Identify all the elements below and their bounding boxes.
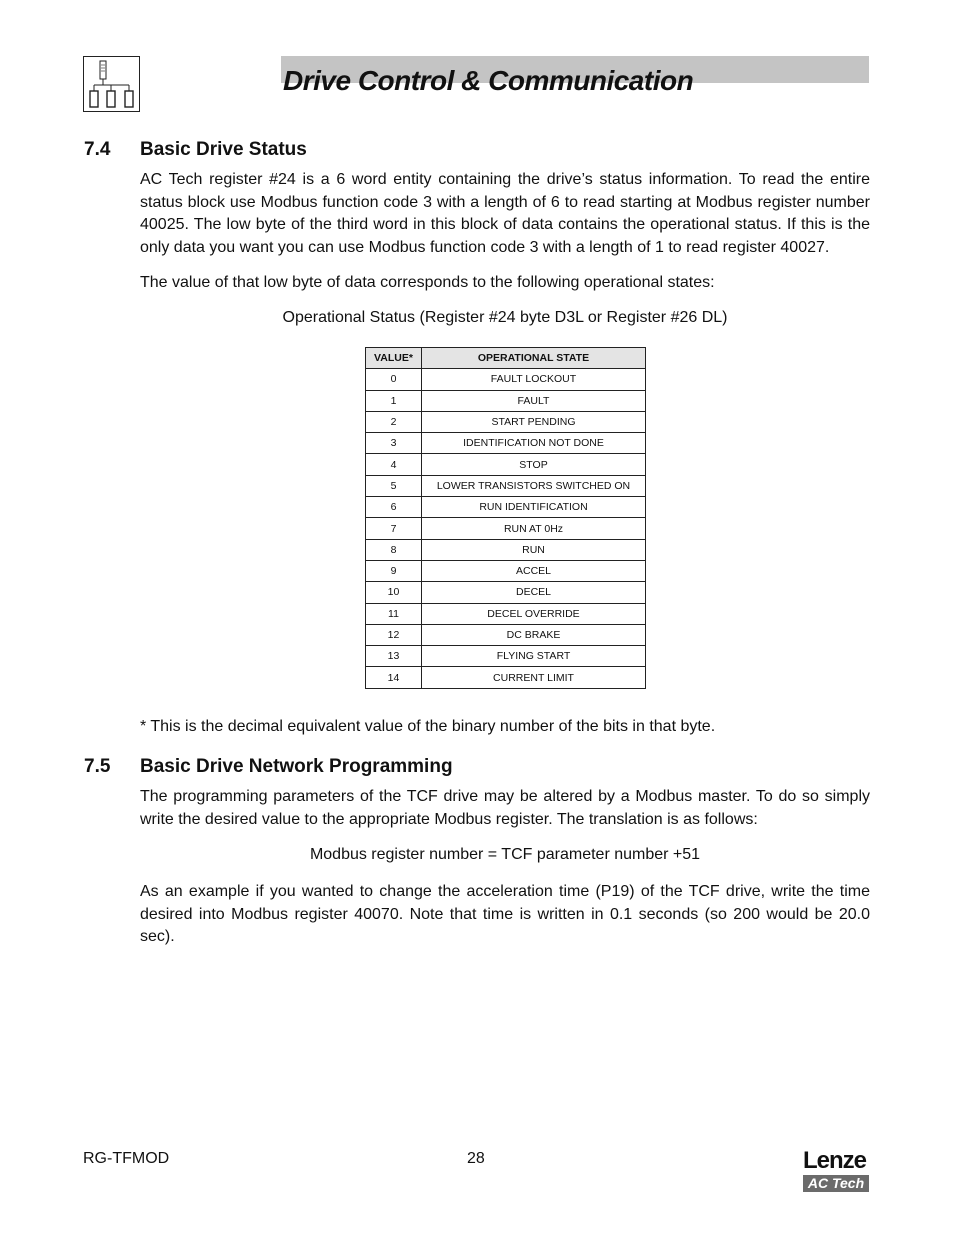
status-value-cell: 1 <box>366 390 422 411</box>
document-id: RG-TFMOD <box>83 1150 170 1167</box>
column-header-state: OPERATIONAL STATE <box>422 348 646 369</box>
table-row <box>366 539 646 560</box>
table-row <box>366 560 646 581</box>
status-value-cell: 10 <box>366 582 422 603</box>
status-value-cell: 9 <box>366 560 422 581</box>
status-state-cell: FLYING START <box>422 646 646 667</box>
table-caption: Operational Status (Register #24 byte D3L or Register #26 DL) <box>282 309 728 326</box>
status-value-cell: 13 <box>366 646 422 667</box>
section-7-4-number: 7.4 <box>84 139 111 160</box>
status-value-cell: 3 <box>366 433 422 454</box>
table-row <box>366 582 646 603</box>
status-state-cell: ACCEL <box>422 560 646 581</box>
status-value-cell: 4 <box>366 454 422 475</box>
status-state-cell: RUN AT 0Hz <box>422 518 646 539</box>
status-state-cell: START PENDING <box>422 411 646 432</box>
status-value-cell: 5 <box>366 475 422 496</box>
status-value-cell: 12 <box>366 624 422 645</box>
status-state-cell: LOWER TRANSISTORS SWITCHED ON <box>422 475 646 496</box>
column-header-value: VALUE* <box>366 348 422 369</box>
table-row <box>366 646 646 667</box>
status-state-cell: DC BRAKE <box>422 624 646 645</box>
table-row <box>366 411 646 432</box>
table-row <box>366 475 646 496</box>
table-row <box>366 518 646 539</box>
status-value-cell: 2 <box>366 411 422 432</box>
table-row <box>366 497 646 518</box>
table-row <box>366 369 646 390</box>
table-row <box>366 454 646 475</box>
status-state-cell: DECEL <box>422 582 646 603</box>
operational-status-table <box>365 347 646 689</box>
status-value-cell: 14 <box>366 667 422 688</box>
lenze-logo: Lenze <box>803 1147 867 1174</box>
status-state-cell: FAULT LOCKOUT <box>422 369 646 390</box>
section-7-5-paragraph-2: As an example if you wanted to change the acceleration time (P19) of the TCF drive, write the time desired into Modbus register 40070. Note that time is written in 0.1 seconds (so 200 would be 20.0 sec). <box>140 883 870 945</box>
status-value-cell: 6 <box>366 497 422 518</box>
network-drives-icon <box>83 56 140 112</box>
status-state-cell: IDENTIFICATION NOT DONE <box>422 433 646 454</box>
table-footnote: * This is the decimal equivalent value of the binary number of the bits in that byte. <box>140 718 716 735</box>
page-title: Drive Control & Communication <box>283 65 694 96</box>
section-7-5-paragraph-1: The programming parameters of the TCF drive may be altered by a Modbus master. To do so simply write the desired value to the appropriate Modbus register. The translation is as follows: <box>140 788 870 828</box>
register-formula: Modbus register number = TCF parameter number +51 <box>309 846 701 863</box>
status-state-cell: FAULT <box>422 390 646 411</box>
table-header-row <box>366 348 646 369</box>
section-7-5-number: 7.5 <box>84 756 111 777</box>
actech-logo: AC Tech <box>803 1175 869 1192</box>
table-row <box>366 390 646 411</box>
status-value-cell: 11 <box>366 603 422 624</box>
status-state-cell: CURRENT LIMIT <box>422 667 646 688</box>
status-state-cell: DECEL OVERRIDE <box>422 603 646 624</box>
section-7-4-title: Basic Drive Status <box>140 139 307 160</box>
status-state-cell: RUN IDENTIFICATION <box>422 497 646 518</box>
status-value-cell: 0 <box>366 369 422 390</box>
status-value-cell: 8 <box>366 539 422 560</box>
section-7-5-title: Basic Drive Network Programming <box>140 756 453 777</box>
table-row <box>366 667 646 688</box>
section-7-4-paragraph-2: The value of that low byte of data corresponds to the following operational states: <box>140 274 715 291</box>
table-row <box>366 433 646 454</box>
status-value-cell: 7 <box>366 518 422 539</box>
status-state-cell: STOP <box>422 454 646 475</box>
table-row <box>366 624 646 645</box>
page-number: 28 <box>467 1150 485 1167</box>
status-state-cell: RUN <box>422 539 646 560</box>
table-row <box>366 603 646 624</box>
section-7-4-paragraph-1: AC Tech register #24 is a 6 word entity containing the drive’s status information. To read the entire status block use Modbus function code 3 with a length of 6 to read starting at Modbus register number 40025. The low byte of the third word in this block of data contains the operational status. If this is the only data you want you can use Modbus function code 3 with a length of 1 to read register 40027. <box>140 171 870 256</box>
